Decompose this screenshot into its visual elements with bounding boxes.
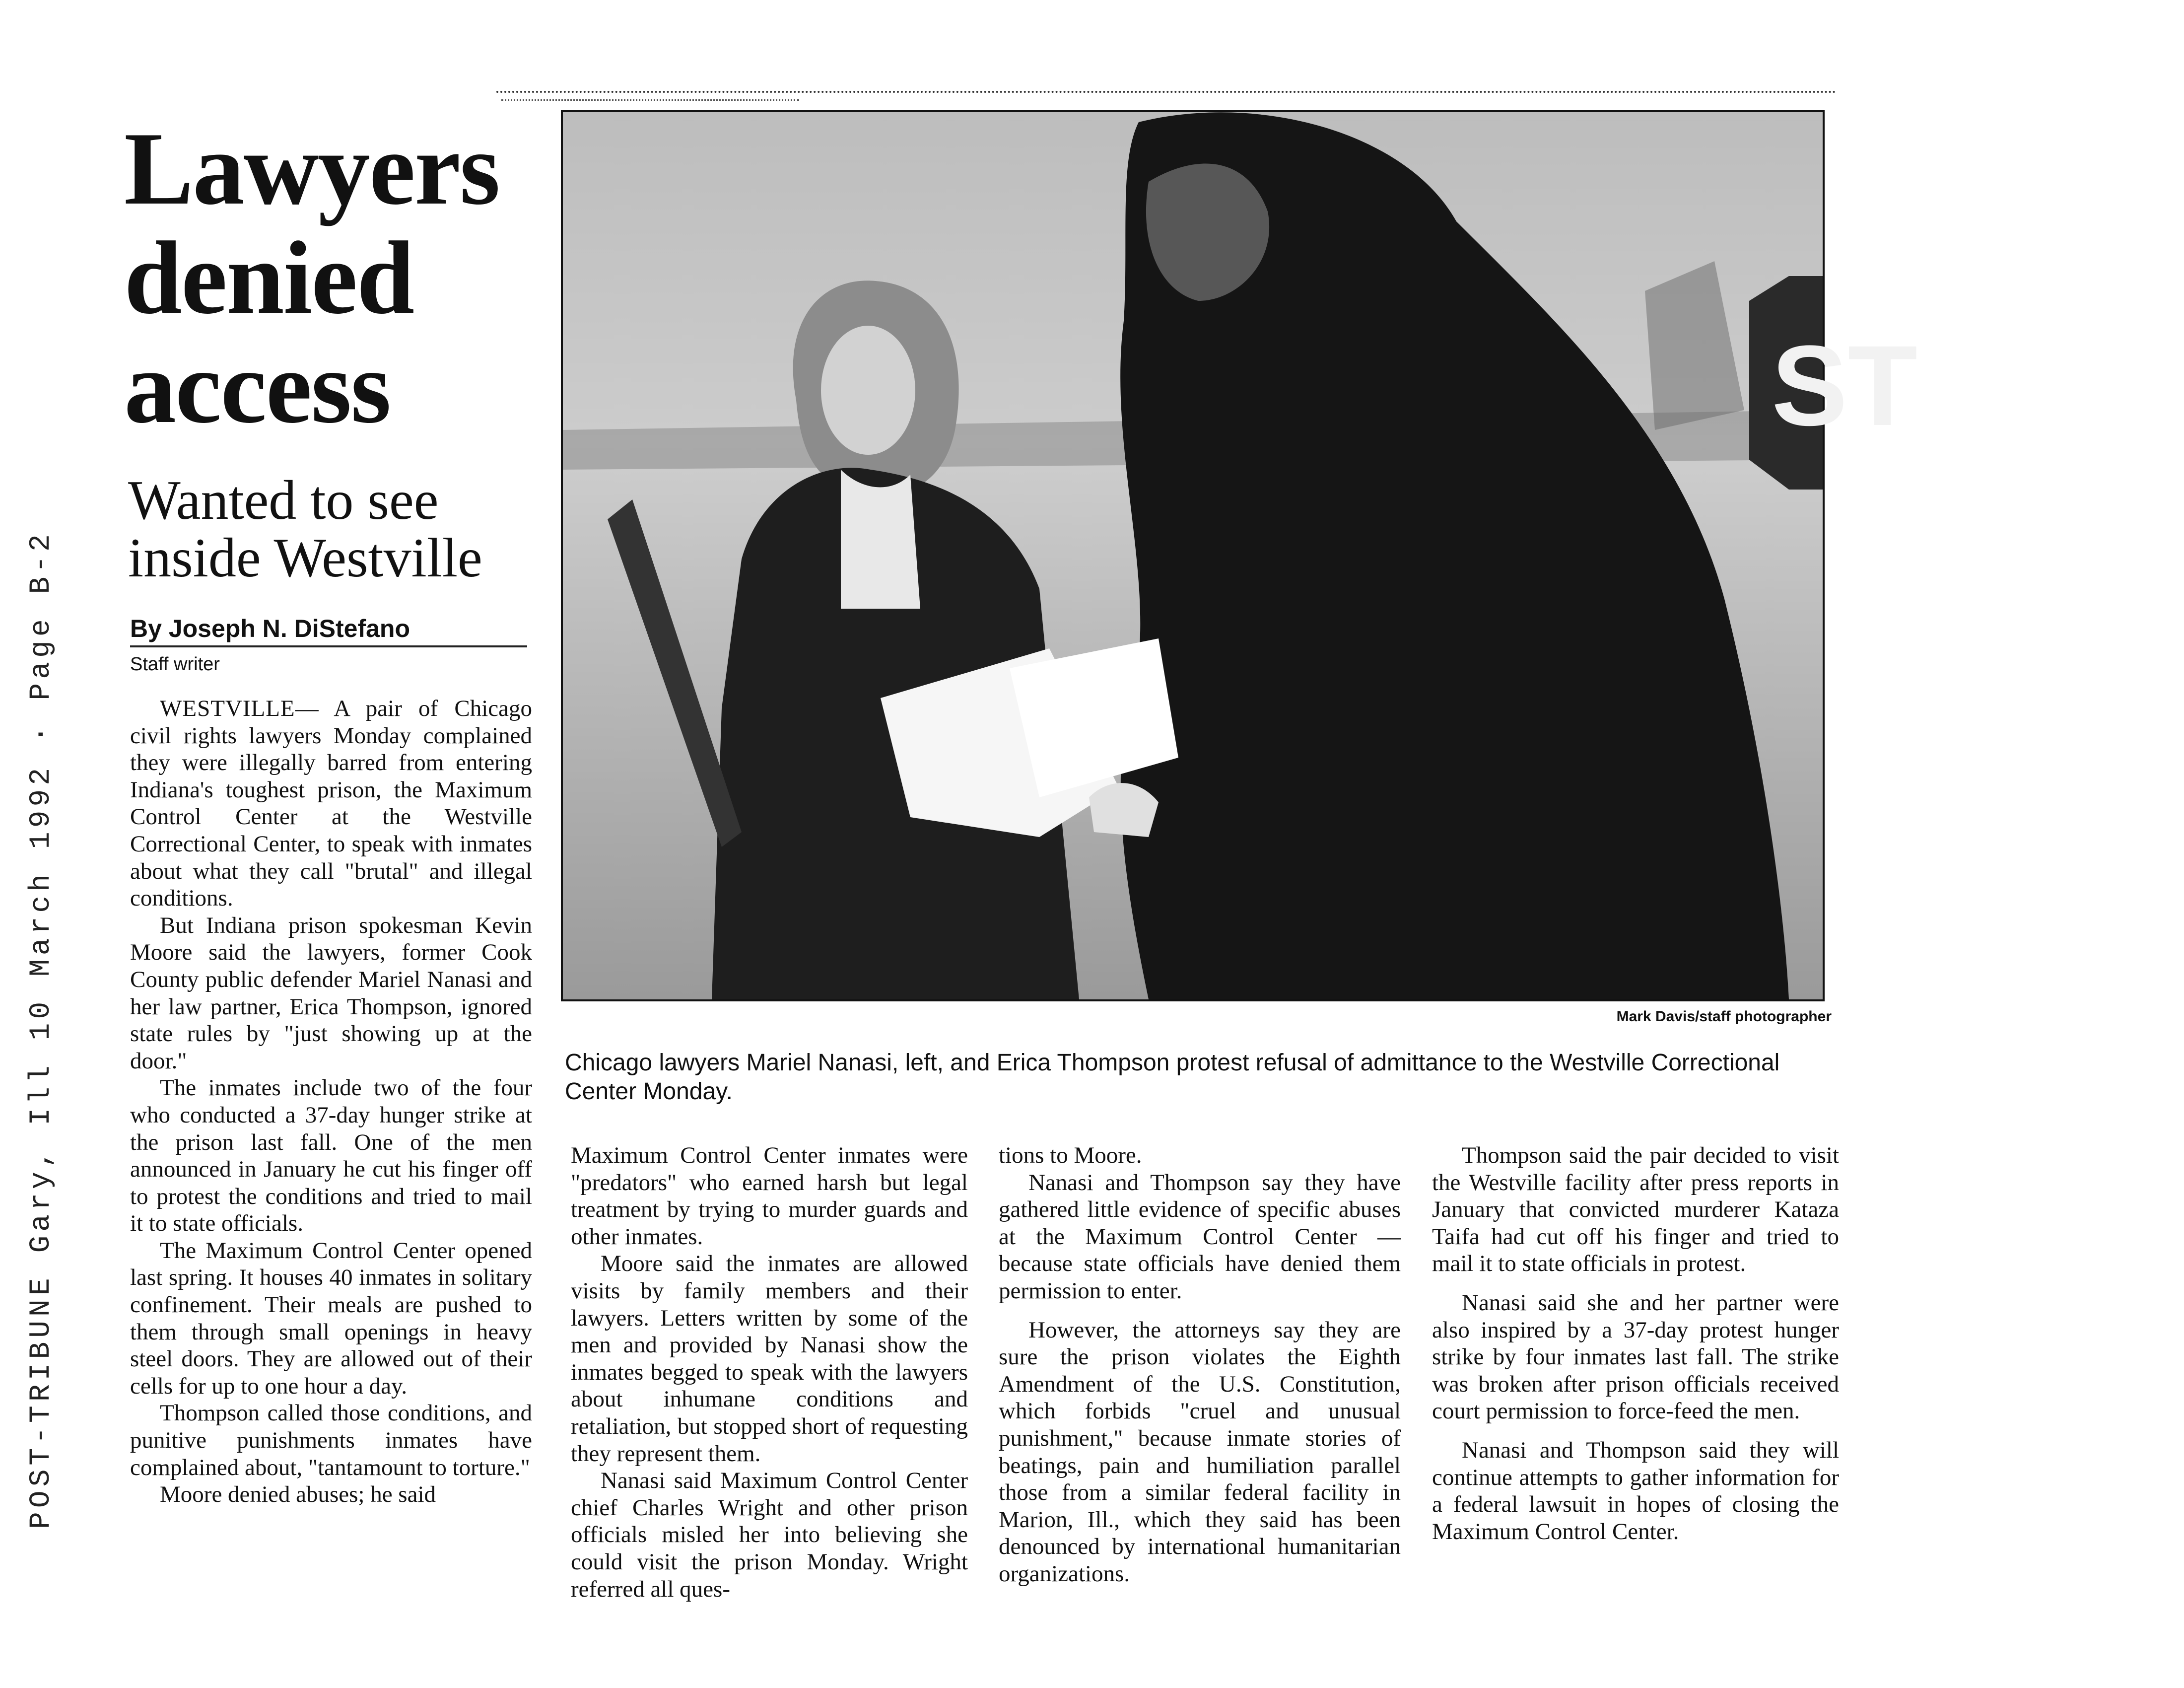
paragraph: Nanasi and Thompson say they have gathered little evidence of specific abuses at the Maximum Control Center — because state officials have denied them permission to enter. bbox=[999, 1169, 1401, 1304]
paragraph: The Maximum Control Center opened last spring. It houses 40 inmates in solitary confinement. Their meals are pushed to them through small openings in heavy steel doors. They are allowed out of their cells for up to one hour a day. bbox=[130, 1237, 532, 1399]
paragraph: Moore said the inmates are allowed visits by family members and their lawyers. Letters written by some of the men and provided by Nanasi show the inmates begged to speak with the lawyers about inhumane conditions and retaliation, but stopped short of requesting they represent them. bbox=[571, 1251, 968, 1467]
paragraph: Thompson called those conditions, and punitive punishments inmates have complained about, "tantamount to torture." bbox=[130, 1400, 532, 1480]
paragraph: — A pair of Chicago civil rights lawyers Monday complained they were illegally barred from entering Indiana's toughest prison, the Maximum Control Center at the Westville Correctional Center, to speak with inmates about what they call "brutal" and illegal conditions. bbox=[130, 696, 532, 912]
dateline: WESTVILLE bbox=[160, 696, 295, 721]
byline-rule bbox=[130, 645, 527, 647]
paragraph: Nanasi said she and her partner were also inspired by a 37-day protest hunger strike by four inmates last fall. The strike was broken after prison officials received court permission to force-feed the men. bbox=[1432, 1289, 1839, 1424]
subhead-line: Wanted to see bbox=[128, 470, 439, 531]
photo-illustration bbox=[563, 112, 1917, 999]
headline-line: denied bbox=[124, 220, 414, 336]
headline bbox=[124, 111, 551, 445]
stop-sign-text: ST bbox=[1772, 322, 1917, 449]
paragraph: Maximum Control Center inmates were "predators" who earned harsh but legal treatment by trying to murder guards and other inmates. bbox=[571, 1142, 968, 1250]
headline-line: Lawyers bbox=[124, 111, 499, 226]
paragraph: The inmates include two of the four who conducted a 37-day hunger strike at the prison last fall. One of the men announced in January he cut his finger off to protest the conditions and tried to mail it to state officials. bbox=[130, 1075, 532, 1237]
subheadline bbox=[128, 472, 565, 587]
news-photo bbox=[561, 110, 1917, 1001]
top-dotted-rule bbox=[496, 91, 1837, 93]
source-credit: POST-TRIBUNE Gary, Ill 10 March 1992 · Page B-2 bbox=[25, 530, 58, 1529]
subhead-line: inside Westville bbox=[128, 527, 482, 589]
paragraph: Thompson said the pair decided to visit the Westville facility after press reports in January that convicted murderer Kataza Taifa had cut off his finger and tried to mail it to state officials in protest. bbox=[1432, 1142, 1839, 1277]
top-dotted-rule-short bbox=[501, 99, 799, 101]
staff-writer-label: Staff writer bbox=[130, 654, 220, 675]
photo-caption: Chicago lawyers Mariel Nanasi, left, and Erica Thompson protest refusal of admittance to the Westville Correctional Center Monday. bbox=[565, 1050, 1780, 1105]
headline-line: access bbox=[124, 330, 391, 445]
paragraph: Nanasi and Thompson said they will continue attempts to gather information for a federal lawsuit in hopes of closing the Maximum Control Center. bbox=[1432, 1437, 1839, 1545]
paragraph: But Indiana prison spokesman Kevin Moore said the lawyers, former Cook County public defender Mariel Nanasi and her law partner, Erica Thompson, ignored state rules by "just showing up at the door." bbox=[130, 912, 532, 1074]
byline: By Joseph N. DiStefano bbox=[130, 615, 410, 642]
photo-credit: Mark Davis/staff photographer bbox=[1616, 1008, 1832, 1025]
paragraph: Moore denied abuses; he said bbox=[160, 1481, 436, 1508]
woman-left-face bbox=[821, 326, 915, 455]
article-column-1 bbox=[130, 695, 532, 1508]
paragraph: Nanasi said Maximum Control Center chief Charles Wright and other prison officials misled her into believing she could visit the prison Monday. Wright referred all ques- bbox=[571, 1468, 968, 1602]
article-column-2 bbox=[571, 1142, 968, 1603]
paragraph: tions to Moore. bbox=[999, 1142, 1142, 1168]
paragraph: However, the attorneys say they are sure the prison violates the Eighth Amendment of the U.S. Constitution, which forbids "cruel and unusual punishment," because inmate stories of beatings, pain and humiliation parallel those from a similar federal facility in Marion, Ill., which they said has been denounced by international humanitarian organizations. bbox=[999, 1317, 1401, 1587]
article-column-4 bbox=[1432, 1142, 1839, 1545]
article-column-3 bbox=[999, 1142, 1401, 1588]
